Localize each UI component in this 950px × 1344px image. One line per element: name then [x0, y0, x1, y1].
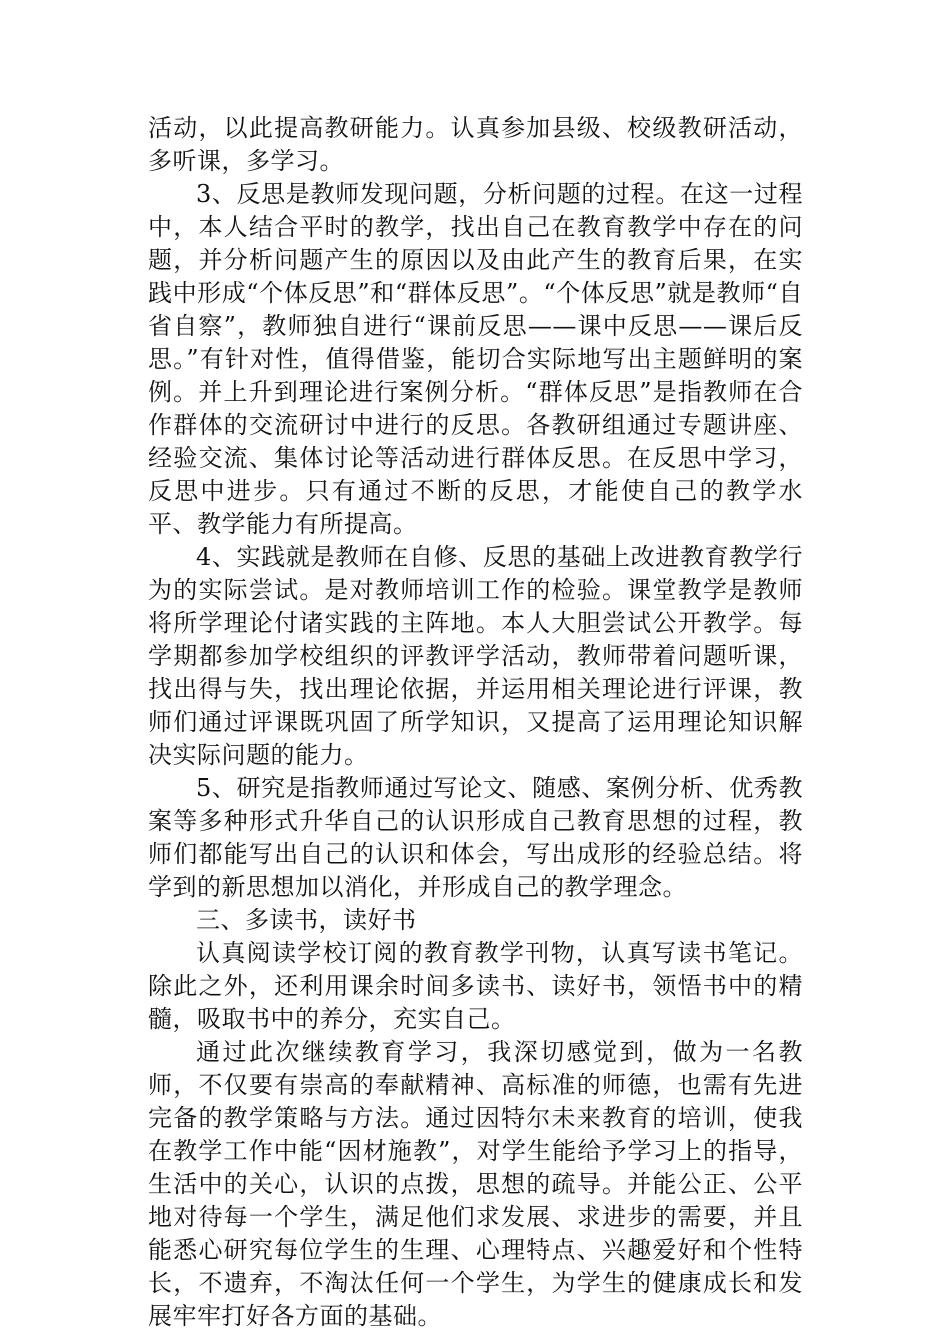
paragraph-continuation: 活动，以此提高教研能力。认真参加县级、校级教研活动，多听课，多学习。 — [148, 114, 803, 175]
paragraph-research: 5、研究是指教师通过写论文、随感、案例分析、优秀教案等多种形式升华自己的认识形成自己教育思想的过程，教师们都能写出自己的认识和体会，写出成形的经验总结。将学到的新思想加以消化，并形成自己的教学理念。 — [148, 774, 803, 901]
paragraph-summary: 通过此次继续教育学习，我深切感觉到，做为一名教师，不仅要有崇高的奉献精神、高标准的师德，也需有先进完备的教学策略与方法。通过因特尔未来教育的培训，使我在教学工作中能“因材施教”，对学生能给予学习上的指导，生活中的关心，认识的点拨，思想的疏导。并能公正、公平地对待每一个学生，满足他们求发展、求进步的需要，并且能悉心研究每位学生的生理、心理特点、兴趣爱好和个性特长，不遗弃，不淘汰任何一个学生，为学生的健康成长和发展牢牢打好各方面的基础。 — [148, 1038, 803, 1330]
paragraph-practice: 4、实践就是教师在自修、反思的基础上改进教育教学行为的实际尝试。是对教师培训工作的检验。课堂教学是教师将所学理论付诸实践的主阵地。本人大胆尝试公开教学。每学期都参加学校组织的评教评学活动，教师带着问题听课，找出得与失，找出理论依据，并运用相关理论进行评课，教师们通过评课既巩固了所学知识，又提高了运用理论知识解决实际问题的能力。 — [148, 543, 803, 769]
section-heading-reading: 三、多读书，读好书 — [196, 906, 417, 934]
document-body — [148, 112, 803, 1333]
paragraph-reading: 认真阅读学校订阅的教育教学刊物，认真写读书笔记。除此之外，还利用课余时间多读书、读好书，领悟书中的精髓，吸取书中的养分，充实自己。 — [148, 939, 803, 1033]
paragraph-reflection: 3、反思是教师发现问题，分析问题的过程。在这一过程中，本人结合平时的教学，找出自己在教育教学中存在的问题，并分析问题产生的原因以及由此产生的教育后果，在实践中形成“个体反思”和“群体反思”。“个体反思”就是教师“自省自察”，教师独自进行“课前反思——课中反思——课后反思。”有针对性，值得借鉴，能切合实际地写出主题鲜明的案例。并上升到理论进行案例分析。“群体反思”是指教师在合作群体的交流研讨中进行的反思。各教研组通过专题讲座、经验交流、集体讨论等活动进行群体反思。在反思中学习，反思中进步。只有通过不断的反思，才能使自己的教学水平、教学能力有所提高。 — [148, 180, 803, 538]
